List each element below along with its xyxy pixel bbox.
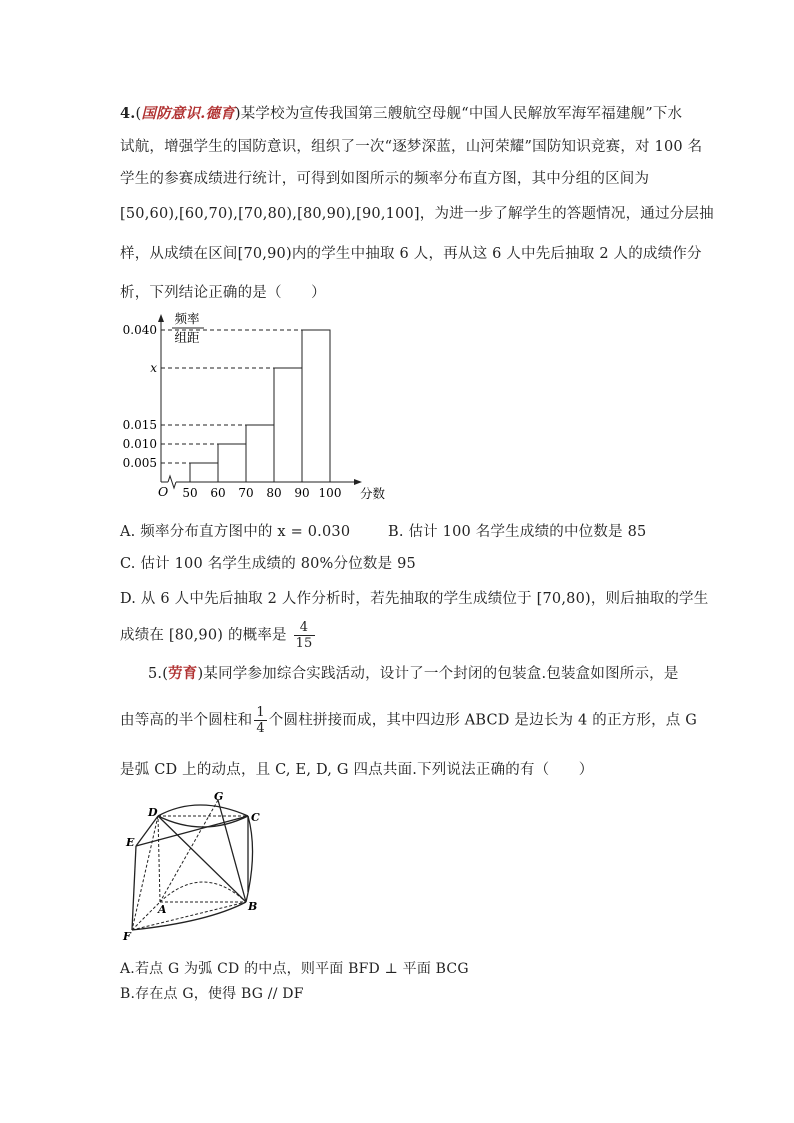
q4-option-d-line2 (120, 620, 317, 651)
q4-line1 (120, 102, 682, 123)
q5-number: 5. (148, 666, 163, 682)
x-tick-label: 70 (238, 486, 254, 500)
histogram-bars (190, 330, 330, 482)
edge-ad (158, 816, 160, 902)
q5-line2-pre: 由等高的半个圆柱和 (120, 712, 253, 729)
histogram-bar (190, 463, 218, 482)
label-a: A (158, 903, 167, 916)
y-tick-label: 0.015 (122, 418, 157, 432)
histogram-chart (120, 308, 400, 508)
histogram-bar (246, 425, 274, 482)
y-label-top: 频率 (174, 311, 200, 326)
origin-label: O (158, 484, 169, 499)
top-arc-front (158, 816, 248, 827)
y-tick-label: x (150, 361, 157, 375)
histogram-bar (218, 444, 246, 482)
q5-option-b: B.存在点 G，使得 BG // DF (120, 986, 304, 1002)
y-axis-arrow (158, 314, 164, 322)
histogram-bar (274, 368, 302, 482)
q4-option-b: B. 估计 100 名学生成绩的中位数是 85 (388, 524, 647, 540)
q4-line2: 试航，增强学生的国防意识，组织了一次“逐梦深蓝，山河荣耀”国防知识竞赛，对 100 名 (120, 139, 703, 155)
edge-fb (132, 902, 246, 930)
y-tick-label: 0.040 (122, 323, 157, 337)
q4-line6: 析，下列结论正确的是（ ） (120, 285, 326, 301)
label-g: G (214, 792, 224, 803)
axis-break (168, 476, 176, 488)
label-e: E (126, 836, 135, 849)
histogram-bar (302, 330, 330, 482)
package-box-figure (118, 792, 278, 952)
label-b: B (248, 900, 258, 913)
q4-option-d-line1: D. 从 6 人中先后抽取 2 人作分析时，若先抽取的学生成绩位于 [70,80)，则后抽取的学生 (120, 591, 709, 607)
x-axis-arrow (354, 479, 362, 485)
y-tick-label: 0.005 (122, 456, 157, 470)
frac-denominator: 15 (295, 636, 313, 651)
y-tick-label: 0.010 (122, 437, 157, 451)
edge-ec (136, 816, 248, 846)
edge-gb (218, 800, 246, 902)
q4-source-tag: 国防意识.德育 (141, 105, 235, 122)
q4-option-d-text: 成绩在 [80,90) 的概率是 (120, 627, 287, 644)
q4-line3: 学生的参赛成绩进行统计，可得到如图所示的频率分布直方图，其中分组的区间为 (120, 171, 650, 187)
q4-option-a: A. 频率分布直方图中的 x = 0.030 (120, 524, 351, 540)
edge-fa (132, 902, 160, 930)
x-tick-label: 80 (266, 486, 282, 500)
x-axis-label: 分数 (360, 486, 386, 501)
edge-ef (132, 846, 136, 930)
q4-close-paren: ) (234, 106, 241, 122)
q4-line1-text: 某学校为宣传我国第三艘航空母舰“中国人民解放军海军福建舰”下水 (240, 106, 683, 122)
frac-numerator: 4 (294, 620, 315, 636)
right-silhouette (246, 816, 253, 902)
q5-line1 (148, 662, 679, 683)
q5-line2-post: 个圆柱拼接而成，其中四边形 ABCD 是边长为 4 的正方形，点 G (268, 712, 698, 729)
q5-fraction (254, 705, 266, 736)
x-tick-label: 90 (294, 486, 310, 500)
q5-option-a: A.若点 G 为弧 CD 的中点，则平面 BFD ⊥ 平面 BCG (120, 961, 469, 977)
q4-open-paren: ( (135, 106, 142, 122)
q5-line1-text: 某同学参加综合实践活动，设计了一个封闭的包装盒.包装盒如图所示，是 (203, 666, 679, 682)
x-tick-labels (182, 486, 341, 500)
y-tick-labels (123, 323, 158, 470)
label-f: F (123, 930, 131, 943)
q4-line4: [50,60),[60,70),[70,80),[80,90),[90,100]，为进一步了解学生的答题情况，通过分层抽 (120, 206, 714, 222)
q5-open-paren: ( (162, 666, 169, 682)
label-c: C (251, 811, 260, 824)
q5-close-paren: ) (197, 666, 204, 682)
q5-line3: 是弧 CD 上的动点，且 C, E, D, G 四点共面.下列说法正确的有（ ） (120, 762, 594, 778)
q4-option-c: C. 估计 100 名学生成绩的 80%分位数是 95 (120, 556, 416, 572)
q5-source-tag: 劳育 (168, 665, 198, 682)
q5-line2 (120, 705, 697, 736)
y-label-bottom: 组距 (174, 330, 200, 345)
x-tick-label: 100 (318, 486, 342, 500)
q5-frac-denominator: 4 (256, 721, 265, 736)
top-arc-back (158, 805, 248, 816)
q4-number: 4. (120, 105, 136, 122)
x-tick-label: 50 (182, 486, 198, 500)
q4-line5: 样，从成绩在区间[70,90)内的学生中抽取 6 人，再从这 6 人中先后抽取 2 人的成绩作分 (120, 246, 702, 262)
inner-arc (160, 882, 246, 902)
x-tick-label: 60 (210, 486, 226, 500)
q4-option-d-fraction (294, 620, 315, 651)
label-d: D (148, 806, 158, 819)
edge-ga (160, 800, 218, 902)
q5-frac-numerator: 1 (256, 705, 265, 720)
